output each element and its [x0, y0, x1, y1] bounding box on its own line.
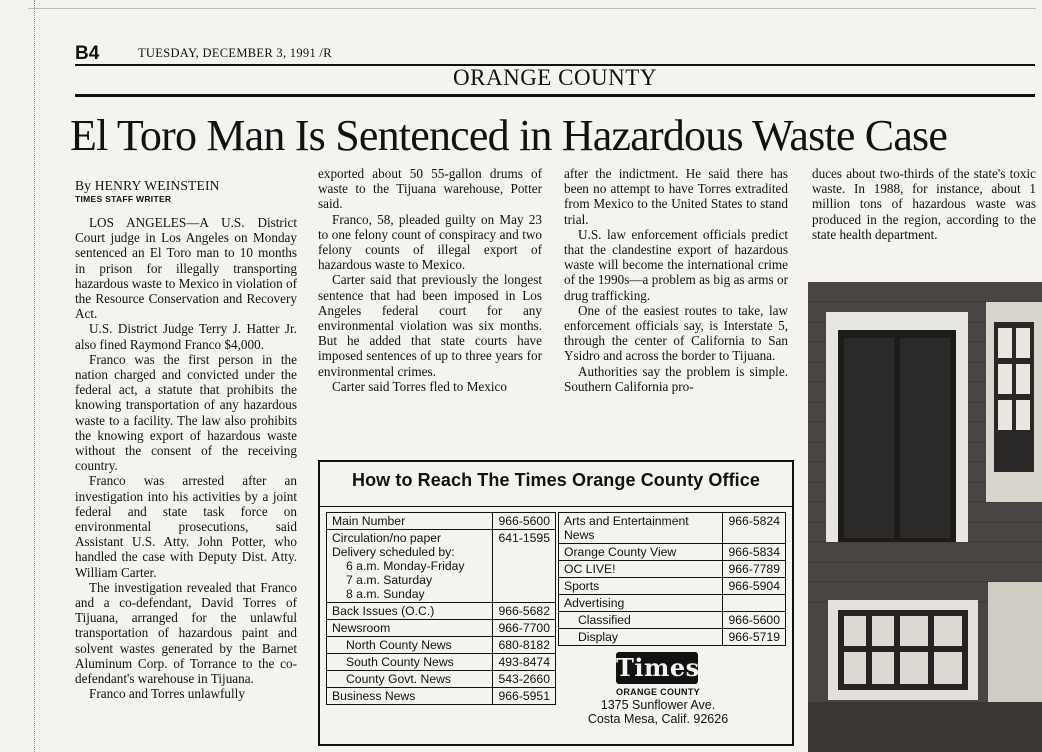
contact-label-text: OC LIVE!	[564, 562, 616, 576]
article-paragraph: Franco was the first person in the nation charged and convicted under the federal act, a statute that prohibits the knowing transportation of any hazardous waste to a facility. The law also prohibits the knowing export of hazardous waste without the consent of the receiving country.	[75, 351, 297, 474]
article-paragraph: U.S. District Judge Terry J. Hatter Jr. also fined Raymond Franco $4,000.	[75, 321, 297, 352]
contact-label	[559, 578, 723, 595]
contact-row	[327, 513, 556, 530]
house-photo-image	[808, 282, 1042, 752]
article-paragraph: One of the easiest routes to take, law enforcement officials say, is Interstate 5, through the center of California to San Ysidro and across the border to Tijuana.	[564, 302, 788, 364]
article-paragraph: The investigation revealed that Franco and a co-defendant, David Torres of Tijuana, arranged for the unlawful transportation of hazardous paint and solvent wastes generated by the Barnet Aluminum Corp. of Torrance to the co-defendant's warehouse in Tijuana.	[75, 579, 297, 687]
contact-label	[327, 530, 493, 603]
contact-number: 966-5600	[493, 513, 556, 530]
article-headline: El Toro Man Is Sentenced in Hazardous Waste Case	[70, 111, 948, 160]
info-box-title-rule	[320, 506, 792, 507]
contact-number: 966-5719	[723, 629, 786, 646]
contact-row	[559, 544, 786, 561]
article-column-3	[564, 166, 788, 394]
contact-label-text: Classified	[578, 613, 631, 627]
contact-row	[327, 671, 556, 688]
header-rule-bottom	[75, 94, 1035, 97]
contact-label	[559, 561, 723, 578]
contact-number: 543-2660	[493, 671, 556, 688]
article-column-4	[812, 166, 1036, 242]
contact-label-text: Main Number	[332, 514, 406, 528]
contact-label	[327, 603, 493, 620]
contact-label-text: Display	[578, 630, 618, 644]
byline-title: TIMES STAFF WRITER	[75, 194, 172, 204]
contact-row	[327, 620, 556, 637]
office-address	[568, 698, 748, 726]
article-paragraph: Carter said that previously the longest sentence that had been imposed in Los Angeles federal court for any environmental violation was six months. But he added that state courts have imposed sentences of up to three years for environmental crimes.	[318, 272, 542, 379]
delivery-time: 6 a.m. Monday-Friday	[346, 559, 465, 573]
contact-row	[327, 603, 556, 620]
page-margin-rule	[34, 0, 36, 752]
article-paragraph: Carter said Torres fled to Mexico	[332, 378, 507, 394]
contact-label	[327, 688, 493, 705]
contact-row	[559, 578, 786, 595]
logo-subtitle: ORANGE COUNTY	[616, 687, 700, 697]
contact-label-text: North County News	[346, 638, 452, 652]
contact-label	[327, 513, 493, 530]
contact-label	[559, 544, 723, 561]
times-logo: Times	[616, 653, 700, 682]
contact-table-right	[558, 512, 786, 646]
address-line-1: 1375 Sunflower Ave.	[600, 698, 716, 712]
contact-row	[559, 561, 786, 578]
contact-number: 966-5951	[493, 688, 556, 705]
contact-label	[559, 612, 723, 629]
article-paragraph: Franco was arrested after an investigation into his activities by a joint federal and state task force on environmental prosecutions, said Assistant U.S. Atty. John Potter, who handled the case with Deputy Dist. Atty. William Carter.	[75, 473, 297, 580]
section-name: ORANGE COUNTY	[453, 65, 657, 90]
contact-label-text: South County News	[346, 655, 454, 669]
contact-row	[327, 688, 556, 705]
article-paragraph: Authorities say the problem is simple. Southern California pro-	[564, 363, 788, 394]
article-paragraph: Franco and Torres unlawfully	[89, 686, 245, 702]
contact-label-text: Arts and Entertainment News	[564, 514, 689, 542]
contact-label	[559, 629, 723, 646]
contact-number: 966-7789	[723, 561, 786, 578]
delivery-time: 8 a.m. Sunday	[346, 587, 425, 601]
delivery-time: 7 a.m. Saturday	[346, 573, 433, 587]
contact-label	[327, 654, 493, 671]
contact-info-box	[318, 460, 794, 746]
byline-block	[75, 178, 297, 204]
article-paragraph: duces about two-thirds of the state's toxic waste. In 1988, for instance, about 1 million tons of hazardous waste was produced in the region, according to the state health department.	[812, 166, 1036, 242]
page-folio: B4	[75, 43, 100, 64]
contact-label-text: Business News	[332, 689, 416, 703]
contact-number: 966-7700	[493, 620, 556, 637]
contact-label-text: Circulation/no paper Delivery scheduled by:	[332, 531, 455, 559]
contact-row	[559, 629, 786, 646]
article-column-1	[75, 215, 297, 702]
contact-row	[327, 530, 556, 603]
contact-label	[559, 595, 723, 612]
contact-number: 966-5904	[723, 578, 786, 595]
contact-number: 966-5682	[493, 603, 556, 620]
contact-label-text: County Govt. News	[346, 672, 451, 686]
contact-table-left	[326, 512, 556, 705]
contact-number: 493-8474	[493, 654, 556, 671]
contact-row	[559, 595, 786, 612]
contact-number: 966-5600	[723, 612, 786, 629]
contact-number: 641-1595	[493, 530, 556, 603]
contact-label	[327, 637, 493, 654]
contact-label-text: Sports	[564, 579, 600, 593]
contact-label	[327, 671, 493, 688]
article-paragraph: Franco, 58, pleaded guilty on May 23 to one felony count of conspiracy and two felony counts of illegal export of hazardous waste to Mexico.	[318, 211, 542, 273]
contact-row	[559, 513, 786, 544]
article-paragraph: after the indictment. He said there has been no attempt to have Torres extradited from Mexico to the United States to stand trial.	[564, 166, 788, 227]
contact-label-text: Newsroom	[332, 621, 391, 635]
page-dateline: TUESDAY, DECEMBER 3, 1991 /R	[138, 46, 332, 60]
article-paragraph: exported about 50 55-gallon drums of waste to the Tijuana warehouse, Potter said.	[318, 166, 542, 212]
contact-number: 966-5834	[723, 544, 786, 561]
contact-label-text: Advertising	[564, 596, 625, 610]
article-paragraph: LOS ANGELES—A U.S. District Court judge in Los Angeles on Monday sentenced an El Toro man to 10 months in prison for illegally transporting hazardous waste to Mexico in violation of the Resource Conservation and Recovery Act.	[75, 215, 297, 322]
article-paragraph: U.S. law enforcement officials predict that the clandestine export of hazardous waste will become the international crime of the 1990s—a problem as big as arms or drug trafficking.	[564, 226, 788, 303]
contact-number: 680-8182	[493, 637, 556, 654]
contact-label	[559, 513, 723, 544]
house-photo	[808, 282, 1042, 752]
contact-number	[723, 595, 786, 612]
contact-label-text: Back Issues (O.C.)	[332, 604, 435, 618]
contact-label	[327, 620, 493, 637]
page-top-rule	[28, 8, 1036, 9]
article-column-2	[318, 166, 542, 394]
contact-row	[327, 637, 556, 654]
contact-row	[559, 612, 786, 629]
byline: By HENRY WEINSTEIN	[75, 178, 220, 193]
info-box-title: How to Reach The Times Orange County Office	[351, 470, 761, 490]
contact-row	[327, 654, 556, 671]
address-line-2: Costa Mesa, Calif. 92626	[587, 712, 729, 726]
contact-label-text: Orange County View	[564, 545, 677, 559]
contact-number: 966-5824	[723, 513, 786, 544]
